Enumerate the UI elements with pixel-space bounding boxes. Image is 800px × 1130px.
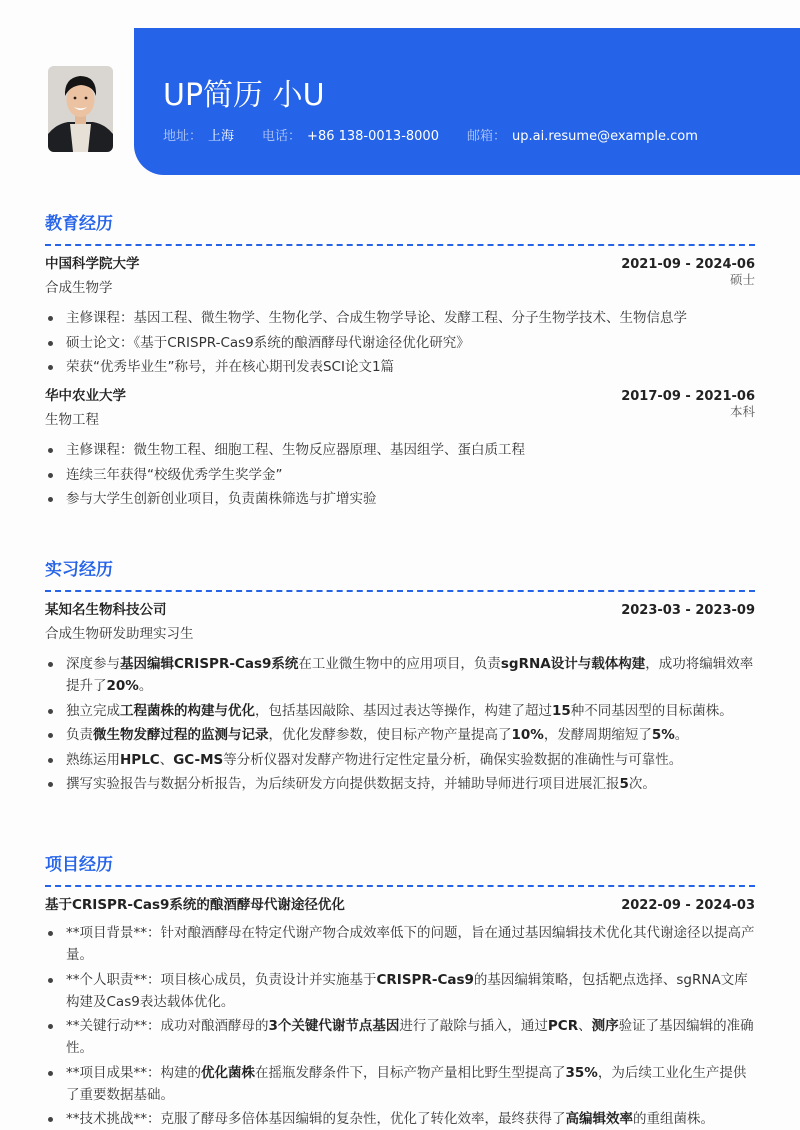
list-item: 负责微生物发酵过程的监测与记录，优化发酵参数，使目标产物产量提高了10%，发酵周期缩短了5%。 [45, 724, 755, 746]
address-label: 地址： [163, 129, 203, 144]
highlight-text: sgRNA设计与载体构建 [500, 656, 646, 672]
highlight-text: 15 [552, 702, 571, 719]
highlight-text: 10% [511, 727, 544, 743]
section-divider [45, 885, 755, 887]
phone-label: 电话： [262, 129, 302, 144]
education-section [45, 212, 755, 513]
project-name: 基于CRISPR-Cas9系统的酿酒酵母代谢途径优化 [45, 897, 345, 913]
education-entry [45, 254, 755, 378]
section-divider [45, 590, 755, 592]
address-value: 上海 [208, 129, 235, 144]
highlight-text: GC-MS [173, 751, 224, 768]
profile-photo-icon [48, 66, 113, 152]
bullet-list [45, 922, 755, 1130]
highlight-text: CRISPR-Cas9 [376, 971, 474, 988]
email-value: up.ai.resume@example.com [512, 129, 698, 144]
list-item: 主修课程：基因工程、微生物学、生物化学、合成生物学导论、发酵工程、分子生物学技术、生物信息学 [45, 307, 755, 329]
email-label: 邮箱： [466, 129, 506, 144]
candidate-name: UP简历 小U [163, 78, 325, 113]
list-item: 独立完成工程菌株的构建与优化，包括基因敲除、基因过表达等操作，构建了超过15种不同基因型的目标菌株。 [45, 700, 755, 722]
list-item: 撰写实验报告与数据分析报告，为后续研发方向提供数据支持，并辅助导师进行项目进展汇报5次。 [45, 773, 755, 795]
job-role: 合成生物研发助理实习生 [45, 626, 194, 642]
date-range: 2021-09 - 2024-06 [621, 257, 755, 272]
list-item: **项目成果**：构建的优化菌株在摇瓶发酵条件下，目标产物产量相比野生型提高了35%，为后续工业化生产提供了重要数据基础。 [45, 1062, 755, 1106]
highlight-text: 5 [619, 776, 629, 792]
highlight-text: HPLC [120, 751, 160, 768]
contact-info [163, 128, 698, 146]
major: 生物工程 [45, 412, 99, 428]
phone-value: +86 138-0013-8000 [307, 129, 439, 144]
highlight-text: 高编辑效率 [565, 1111, 633, 1127]
date-range: 2023-03 - 2023-09 [621, 603, 755, 618]
highlight-text: PCR [547, 1018, 579, 1034]
highlight-text: 优化菌株 [201, 1064, 255, 1081]
highlight-text: 3个关键代谢节点基因 [268, 1018, 400, 1034]
date-range: 2017-09 - 2021-06 [621, 389, 755, 404]
list-item: **个人职责**：项目核心成员，负责设计并实施基于CRISPR-Cas9的基因编辑策略，包括靶点选择、sgRNA文库构建及Cas9表达载体优化。 [45, 969, 755, 1013]
date-range: 2022-09 - 2024-03 [621, 898, 755, 913]
list-item: 主修课程：微生物工程、细胞工程、生物反应器原理、基因组学、蛋白质工程 [45, 439, 755, 461]
list-item: 参与大学生创新创业项目，负责菌株筛选与扩增实验 [45, 488, 755, 510]
highlight-text: 20% [106, 678, 139, 694]
major: 合成生物学 [45, 280, 113, 296]
list-item: 深度参与基因编辑CRISPR-Cas9系统在工业微生物中的应用项目，负责sgRNA设计与载体构建，成功将编辑效率提升了20%。 [45, 653, 755, 697]
project-section [45, 853, 755, 1130]
highlight-text: 基因编辑CRISPR-Cas9系统 [120, 656, 299, 672]
list-item: 硕士论文：《基于CRISPR-Cas9系统的酿酒酵母代谢途径优化研究》 [45, 332, 755, 354]
highlight-text: 工程菌株的构建与优化 [120, 702, 255, 719]
contact-phone [262, 128, 439, 146]
section-title: 项目经历 [45, 855, 113, 875]
section-divider [45, 244, 755, 246]
section-title: 教育经历 [45, 214, 113, 234]
section-title: 实习经历 [45, 560, 113, 580]
internship-section [45, 558, 755, 798]
highlight-text: 微生物发酵过程的监测与记录 [93, 727, 269, 743]
contact-address [163, 128, 234, 146]
school-name: 华中农业大学 [45, 388, 126, 404]
contact-email [467, 128, 698, 146]
school-name: 中国科学院大学 [45, 256, 140, 272]
highlight-text: 35% [565, 1064, 598, 1081]
bullet-list [45, 439, 755, 510]
degree: 硕士 [729, 272, 755, 287]
list-item: 连续三年获得“校级优秀学生奖学金” [45, 464, 755, 486]
company-name: 某知名生物科技公司 [45, 602, 167, 618]
bullet-list [45, 653, 755, 795]
list-item: 荣获“优秀毕业生”称号，并在核心期刊发表SCI论文1篇 [45, 356, 755, 378]
highlight-text: 测序 [591, 1018, 619, 1034]
list-item: **关键行动**：成功对酿酒酵母的3个关键代谢节点基因进行了敲除与插入，通过PCR、测序验证了基因编辑的准确性。 [45, 1015, 755, 1059]
list-item: **项目背景**：针对酿酒酵母在特定代谢产物合成效率低下的问题，旨在通过基因编辑技术优化其代谢途径以提高产量。 [45, 922, 755, 966]
avatar [48, 66, 113, 152]
list-item: **技术挑战**：克服了酵母多倍体基因编辑的复杂性，优化了转化效率，最终获得了高编辑效率的重组菌株。 [45, 1108, 755, 1130]
bullet-list [45, 307, 755, 378]
list-item: 熟练运用HPLC、GC-MS等分析仪器对发酵产物进行定性定量分析，确保实验数据的准确性与可靠性。 [45, 749, 755, 771]
degree: 本科 [729, 404, 755, 419]
education-entry [45, 386, 755, 510]
highlight-text: 5% [651, 727, 675, 743]
